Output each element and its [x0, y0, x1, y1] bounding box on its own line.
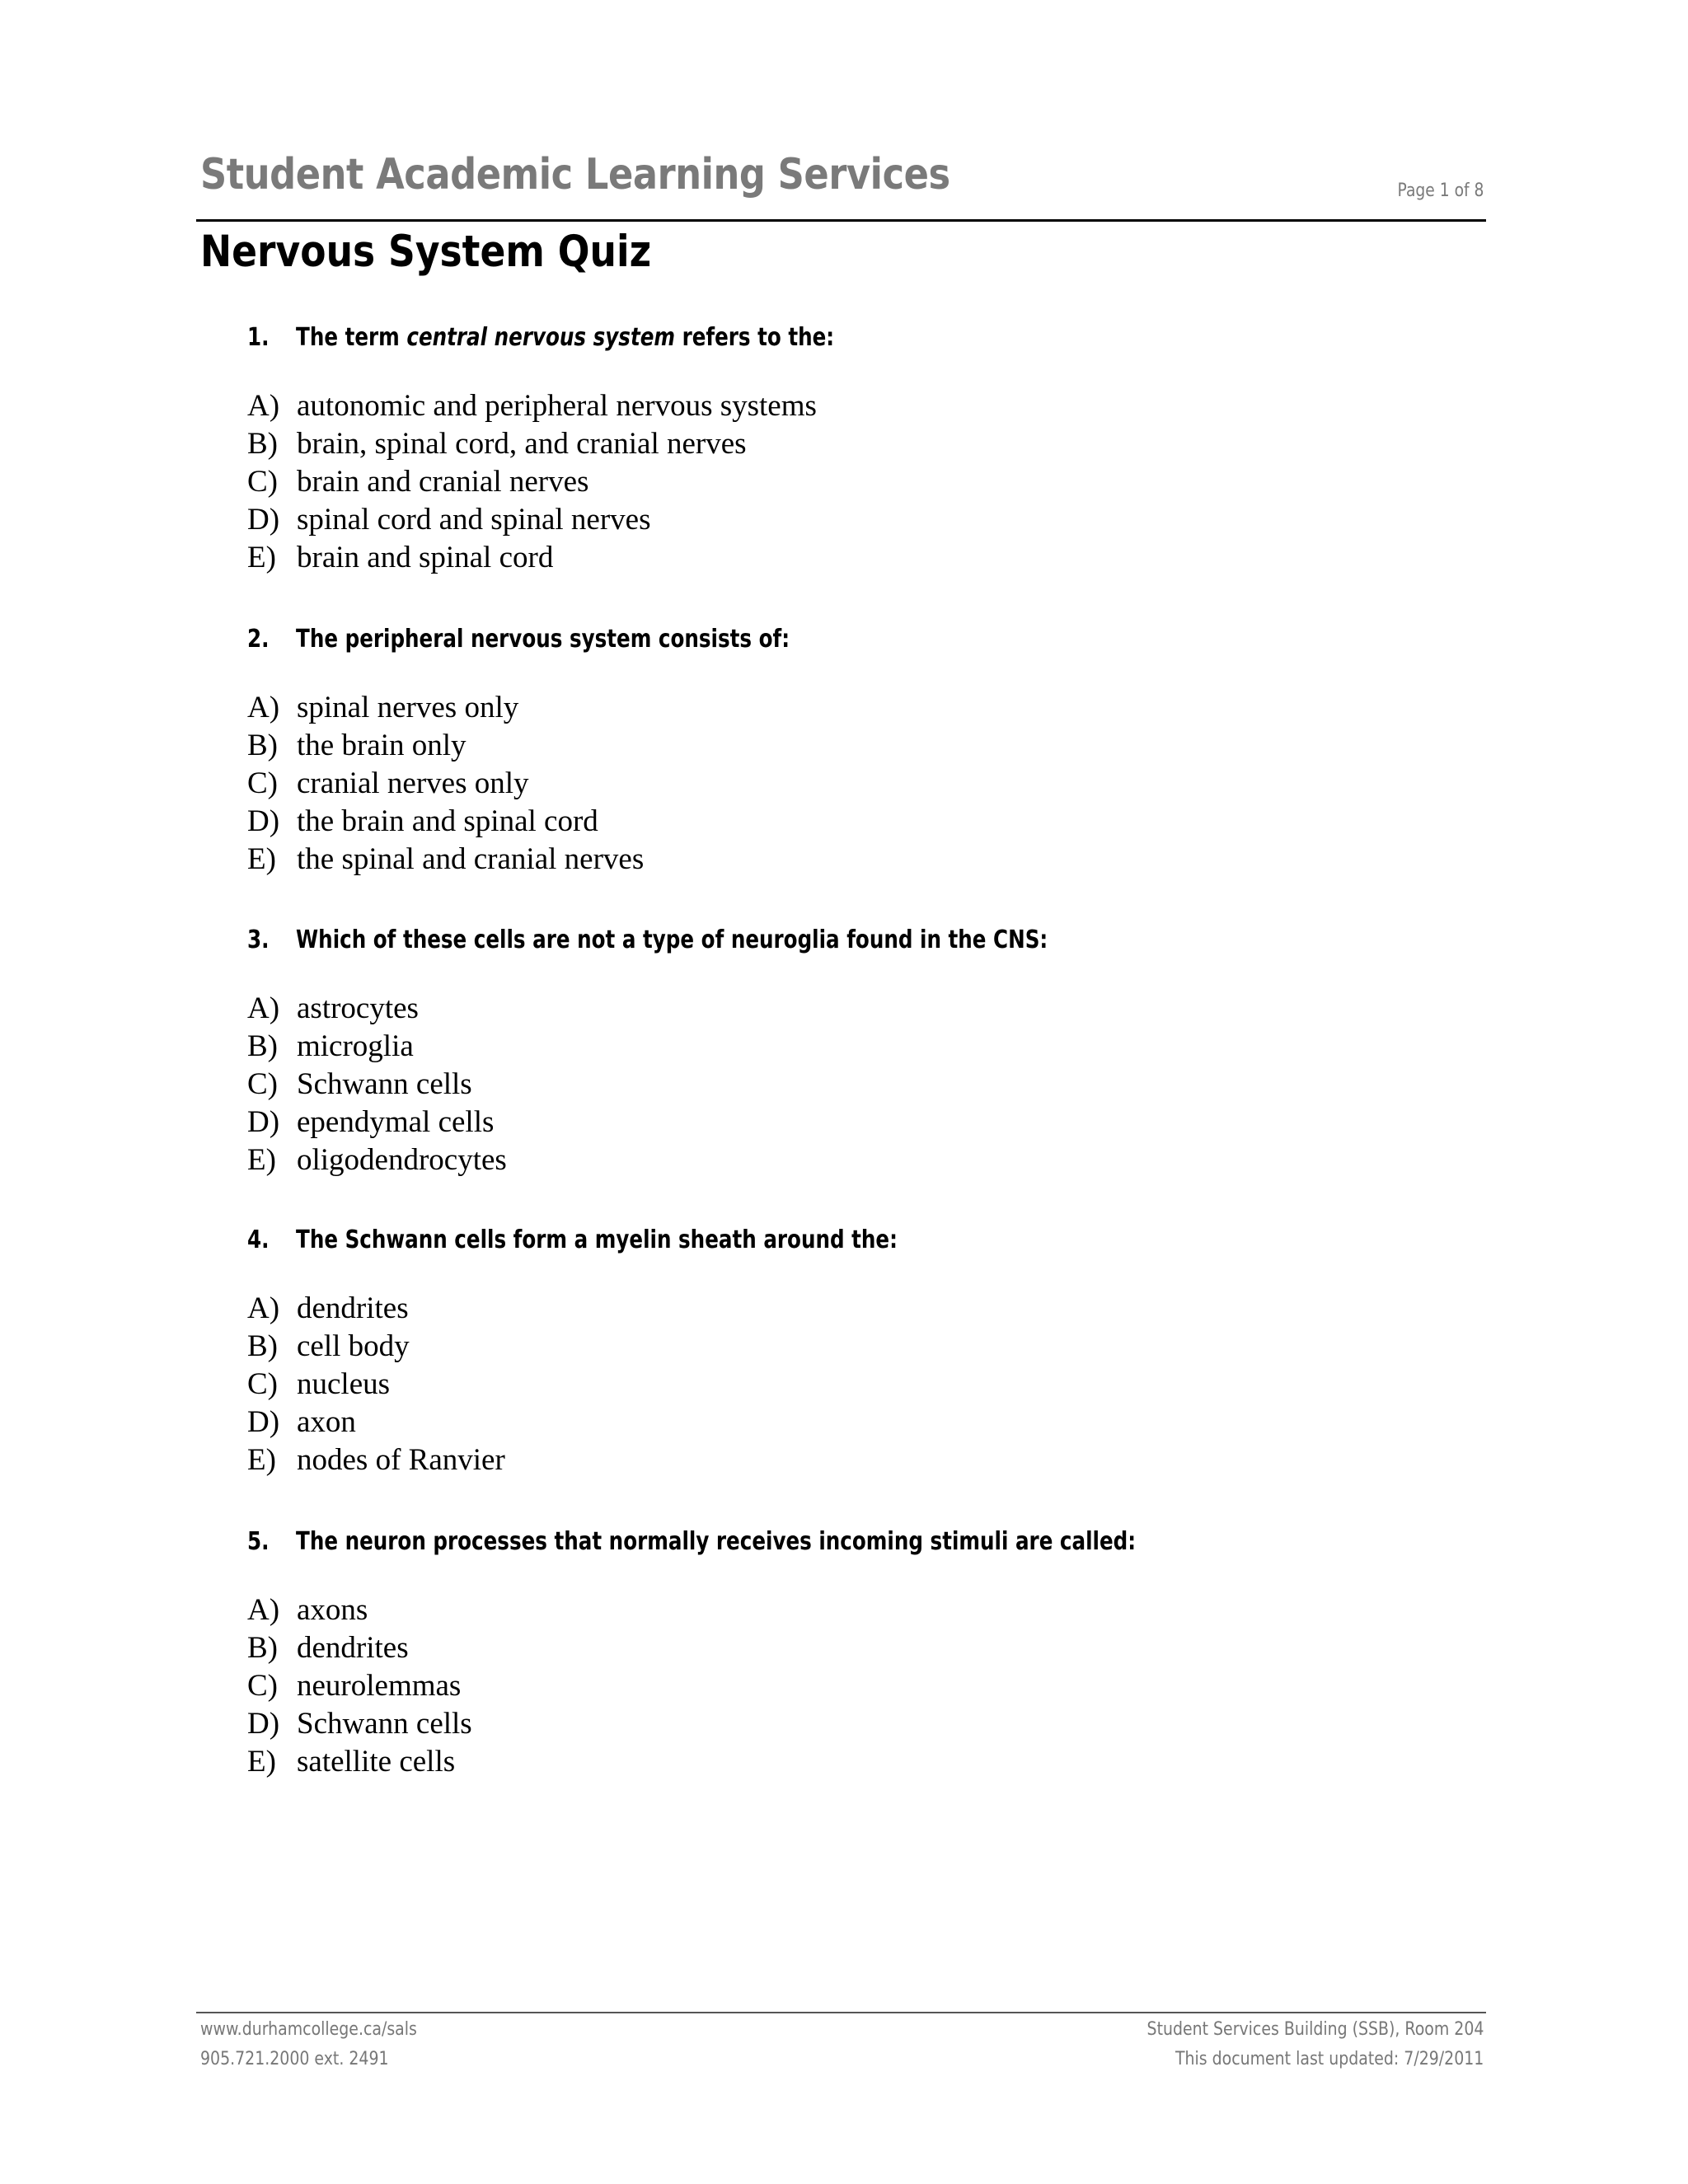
option-text: Schwann cells: [297, 1707, 472, 1741]
option-text: the brain only: [297, 729, 467, 762]
option-c: [247, 1366, 505, 1404]
option-text: dendrites: [297, 1291, 409, 1325]
page-title: Nervous System Quiz: [200, 227, 652, 277]
page-indicator: Page 1 of 8: [1397, 180, 1484, 201]
option-b: [247, 1028, 507, 1066]
option-letter: C): [247, 766, 278, 800]
option-b: [247, 1328, 505, 1366]
option-letter: A): [247, 389, 280, 423]
option-d: [247, 803, 644, 841]
option-letter: B): [247, 1329, 278, 1363]
option-list: [247, 1290, 505, 1479]
option-a: [247, 689, 644, 727]
option-text: axon: [297, 1405, 356, 1439]
option-letter: D): [247, 804, 280, 838]
question-heading: [247, 1224, 898, 1257]
header-divider: [196, 219, 1486, 222]
option-letter: D): [247, 503, 280, 537]
option-letter: B): [247, 1029, 278, 1063]
option-text: satellite cells: [297, 1745, 456, 1779]
option-text: axons: [297, 1593, 368, 1627]
option-letter: D): [247, 1707, 280, 1741]
option-text: autonomic and peripheral nervous systems: [297, 389, 817, 423]
option-c: [247, 1066, 507, 1104]
question-text: The peripheral nervous system consists of:: [296, 625, 790, 654]
option-letter: B): [247, 1631, 278, 1665]
option-letter: C): [247, 1367, 278, 1401]
option-letter: E): [247, 1443, 276, 1477]
question-number: 4.: [247, 1226, 270, 1254]
option-letter: D): [247, 1405, 280, 1439]
option-a: [247, 387, 817, 425]
option-text: nucleus: [297, 1367, 391, 1401]
option-e: [247, 1141, 507, 1179]
footer-phone: 905.721.2000 ext. 2491: [200, 2049, 389, 2069]
question-number: 2.: [247, 625, 270, 654]
option-text: brain and spinal cord: [297, 541, 554, 574]
option-text: brain, spinal cord, and cranial nerves: [297, 427, 747, 461]
organization-heading: Student Academic Learning Services: [200, 150, 950, 199]
option-text: microglia: [297, 1029, 414, 1063]
option-text: the brain and spinal cord: [297, 804, 598, 838]
option-letter: E): [247, 842, 276, 876]
option-list: [247, 689, 644, 879]
option-c: [247, 765, 644, 803]
option-e: [247, 841, 644, 879]
footer-location: Student Services Building (SSB), Room 204: [1146, 2019, 1484, 2040]
option-letter: B): [247, 729, 278, 762]
question-heading: [247, 1526, 1136, 1558]
option-letter: A): [247, 691, 280, 724]
option-b: [247, 425, 817, 463]
question-text-part: refers to the:: [675, 323, 835, 352]
option-e: [247, 1743, 472, 1781]
option-d: [247, 1104, 507, 1141]
option-e: [247, 539, 817, 577]
question-number: 3.: [247, 926, 270, 954]
option-letter: A): [247, 1291, 280, 1325]
option-d: [247, 501, 817, 539]
option-text: astrocytes: [297, 991, 419, 1025]
option-d: [247, 1404, 505, 1441]
option-text: neurolemmas: [297, 1669, 462, 1703]
option-c: [247, 463, 817, 501]
option-letter: C): [247, 465, 278, 499]
option-letter: D): [247, 1105, 280, 1139]
question-number: 5.: [247, 1527, 270, 1556]
option-letter: A): [247, 991, 280, 1025]
option-letter: A): [247, 1593, 280, 1627]
option-a: [247, 1290, 505, 1328]
question-text-emphasis: central nervous system: [406, 323, 676, 352]
option-text: spinal cord and spinal nerves: [297, 503, 651, 537]
option-a: [247, 990, 507, 1028]
option-text: spinal nerves only: [297, 691, 519, 724]
option-list: [247, 1591, 472, 1781]
footer-website: www.durhamcollege.ca/sals: [200, 2019, 417, 2040]
footer-divider: [196, 2012, 1486, 2013]
option-b: [247, 1629, 472, 1667]
option-text: oligodendrocytes: [297, 1143, 507, 1177]
option-text: dendrites: [297, 1631, 409, 1665]
option-e: [247, 1441, 505, 1479]
option-text: cell body: [297, 1329, 410, 1363]
question-heading: [247, 321, 834, 354]
option-text: ependymal cells: [297, 1105, 495, 1139]
question-number: 1.: [247, 323, 270, 352]
option-text: the spinal and cranial nerves: [297, 842, 645, 876]
option-text: cranial nerves only: [297, 766, 529, 800]
question-heading: [247, 924, 1048, 957]
option-text: nodes of Ranvier: [297, 1443, 505, 1477]
option-b: [247, 727, 644, 765]
footer-last-updated: This document last updated: 7/29/2011: [1175, 2049, 1484, 2069]
option-letter: E): [247, 541, 276, 574]
option-c: [247, 1667, 472, 1705]
option-letter: E): [247, 1143, 276, 1177]
option-a: [247, 1591, 472, 1629]
option-list: [247, 387, 817, 577]
option-list: [247, 990, 507, 1179]
question-text: [296, 323, 834, 352]
question-heading: [247, 623, 790, 656]
question-text: The neuron processes that normally receives incoming stimuli are called:: [296, 1527, 1137, 1556]
question-text: The Schwann cells form a myelin sheath around the:: [296, 1226, 898, 1254]
option-d: [247, 1705, 472, 1743]
option-letter: C): [247, 1669, 278, 1703]
option-text: Schwann cells: [297, 1067, 472, 1101]
option-letter: B): [247, 427, 278, 461]
option-text: brain and cranial nerves: [297, 465, 589, 499]
option-letter: E): [247, 1745, 276, 1779]
option-letter: C): [247, 1067, 278, 1101]
question-text-part: The term: [296, 323, 407, 352]
question-text: Which of these cells are not a type of neuroglia found in the CNS:: [296, 926, 1048, 954]
